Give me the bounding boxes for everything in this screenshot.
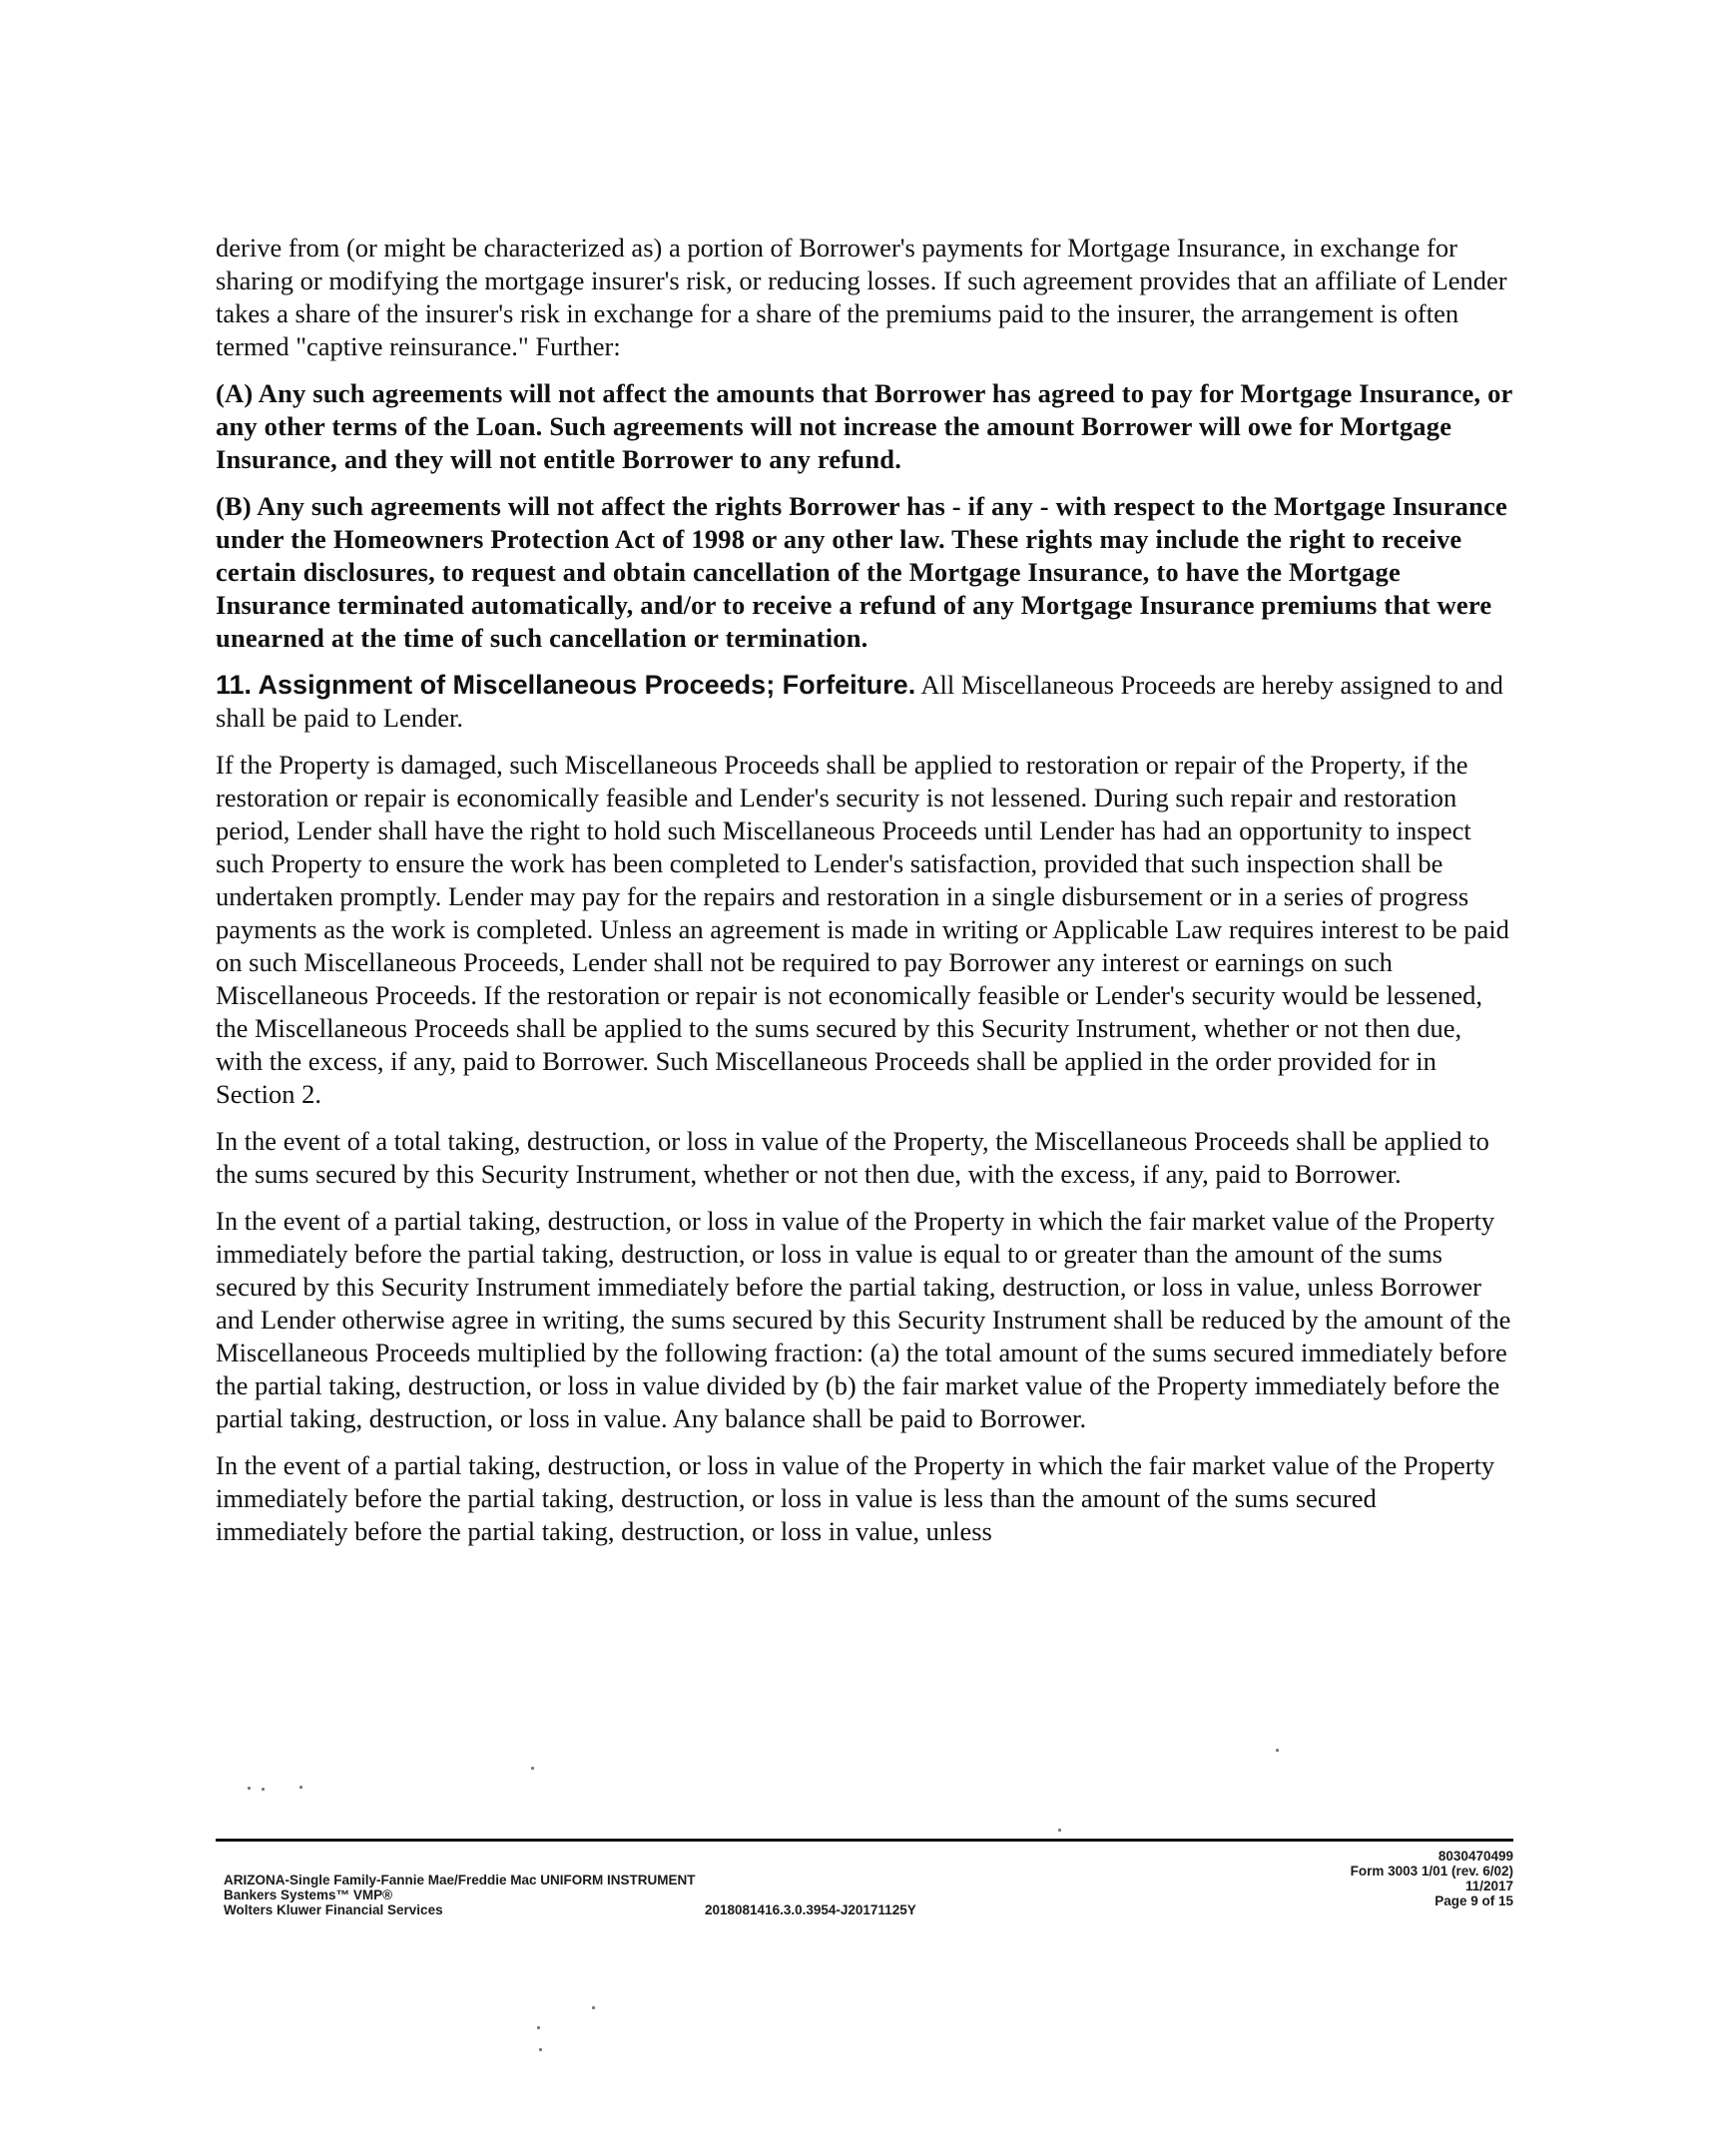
scan-speck: [248, 1787, 251, 1790]
footer-form-date: 11/2017: [1464, 1879, 1513, 1893]
scan-speck: [299, 1786, 302, 1789]
paragraph-disclosure-a: (A) Any such agreements will not affect the amounts that Borrower has agreed to pay for Mortgage Insurance, or any other terms of the Loan. Such agreements will not increase the amount Borrower will owe for Mortgage Insurance, and they will not entitle Borrower to any refund.: [216, 378, 1513, 474]
paragraph-partial-taking-less: In the event of a partial taking, destruction, or loss in value of the Property in which the fair market value of the Property immediately before the partial taking, destruction, or loss in value is less than the amount of the sums secured immediately before the partial taking, destruction, or loss in value, unless: [216, 1450, 1495, 1546]
section-11-intro: All Miscellaneous Proceeds are hereby assigned to and shall be paid to Lender.: [216, 670, 1503, 733]
page-indicator: Page 9 of 15: [1435, 1893, 1513, 1908]
footer-form-info: [224, 1873, 696, 1917]
footer-form-meta: [1351, 1849, 1513, 1908]
document-body: [216, 232, 1513, 1562]
footer-doc-code: 2018081416.3.0.3954-J20171125Y: [705, 1902, 916, 1917]
footer-instrument-title: ARIZONA-Single Family-Fannie Mae/Freddie Mac UNIFORM INSTRUMENT: [224, 1873, 696, 1887]
scan-speck: [531, 1767, 534, 1770]
footer-divider: [216, 1839, 1513, 1842]
footer-publisher: Wolters Kluwer Financial Services: [224, 1902, 443, 1917]
scan-speck: [539, 2048, 542, 2051]
paragraph-partial-taking-equal: In the event of a partial taking, destruction, or loss in value of the Property in which the fair market value of the Property immediately before the partial taking, destruction, or loss in value is equal to or greater than the amount of the sums secured by this Security Instrument immediately before the partial taking, destruction, or loss in value, unless Borrower and Lender otherwise agree in writing, the sums secured by this Security Instrument shall be reduced by the amount of the Miscellaneous Proceeds multiplied by the following fraction: (a) the total amount of the sums secured immediately before the partial taking, destruction, or loss in value divided by (b) the fair market value of the Property immediately before the partial taking, destruction, or loss in value. Any balance shall be paid to Borrower.: [216, 1206, 1511, 1433]
scan-speck: [537, 2026, 540, 2029]
footer-vendor: Bankers Systems™ VMP®: [224, 1887, 393, 1902]
paragraph-captive-reinsurance: derive from (or might be characterized as) a portion of Borrower's payments for Mortgage Insurance, in exchange for sharing or modifying the mortgage insurer's risk, or reducing losses. If such agreement provides that an affiliate of Lender takes a share of the insurer's risk in exchange for a share of the premiums paid to the insurer, the arrangement is often termed "captive reinsurance." Further:: [216, 233, 1507, 361]
scan-speck: [592, 2006, 595, 2009]
scan-speck: [262, 1788, 265, 1791]
section-11: [216, 669, 1513, 735]
scan-speck: [1058, 1829, 1061, 1832]
footer-form-number: Form 3003 1/01 (rev. 6/02): [1350, 1864, 1513, 1879]
footer-loan-number: 8030470499: [1438, 1849, 1513, 1864]
section-11-heading: 11. Assignment of Miscellaneous Proceeds; Forfeiture.: [216, 670, 916, 700]
paragraph-total-taking: In the event of a total taking, destruction, or loss in value of the Property, the Miscellaneous Proceeds shall be applied to the sums secured by this Security Instrument, whether or not then due, with the excess, if any, paid to Borrower.: [216, 1126, 1489, 1189]
paragraph-disclosure-b: (B) Any such agreements will not affect the rights Borrower has - if any - with respect to the Mortgage Insurance under the Homeowners Protection Act of 1998 or any other law. These rights may include the right to receive certain disclosures, to request and obtain cancellation of the Mortgage Insurance, to have the Mortgage Insurance terminated automatically, and/or to receive a refund of any Mortgage Insurance premiums that were unearned at the time of such cancellation or termination.: [216, 491, 1507, 653]
scan-speck: [1276, 1749, 1279, 1752]
footer: [216, 1849, 1513, 1928]
paragraph-property-damaged: If the Property is damaged, such Miscellaneous Proceeds shall be applied to restoration or repair of the Property, if the restoration or repair is economically feasible and Lender's security is not lessened. During such repair and restoration period, Lender shall have the right to hold such Miscellaneous Proceeds until Lender has had an opportunity to inspect such Property to ensure the work has been completed to Lender's satisfaction, provided that such inspection shall be undertaken promptly. Lender may pay for the repairs and restoration in a single disbursement or in a series of progress payments as the work is completed. Unless an agreement is made in writing or Applicable Law requires interest to be paid on such Miscellaneous Proceeds, Lender shall not be required to pay Borrower any interest or earnings on such Miscellaneous Proceeds. If the restoration or repair is not economically feasible or Lender's security would be lessened, the Miscellaneous Proceeds shall be applied to the sums secured by this Security Instrument, whether or not then due, with the excess, if any, paid to Borrower. Such Miscellaneous Proceeds shall be applied in the order provided for in Section 2.: [216, 750, 1509, 1109]
